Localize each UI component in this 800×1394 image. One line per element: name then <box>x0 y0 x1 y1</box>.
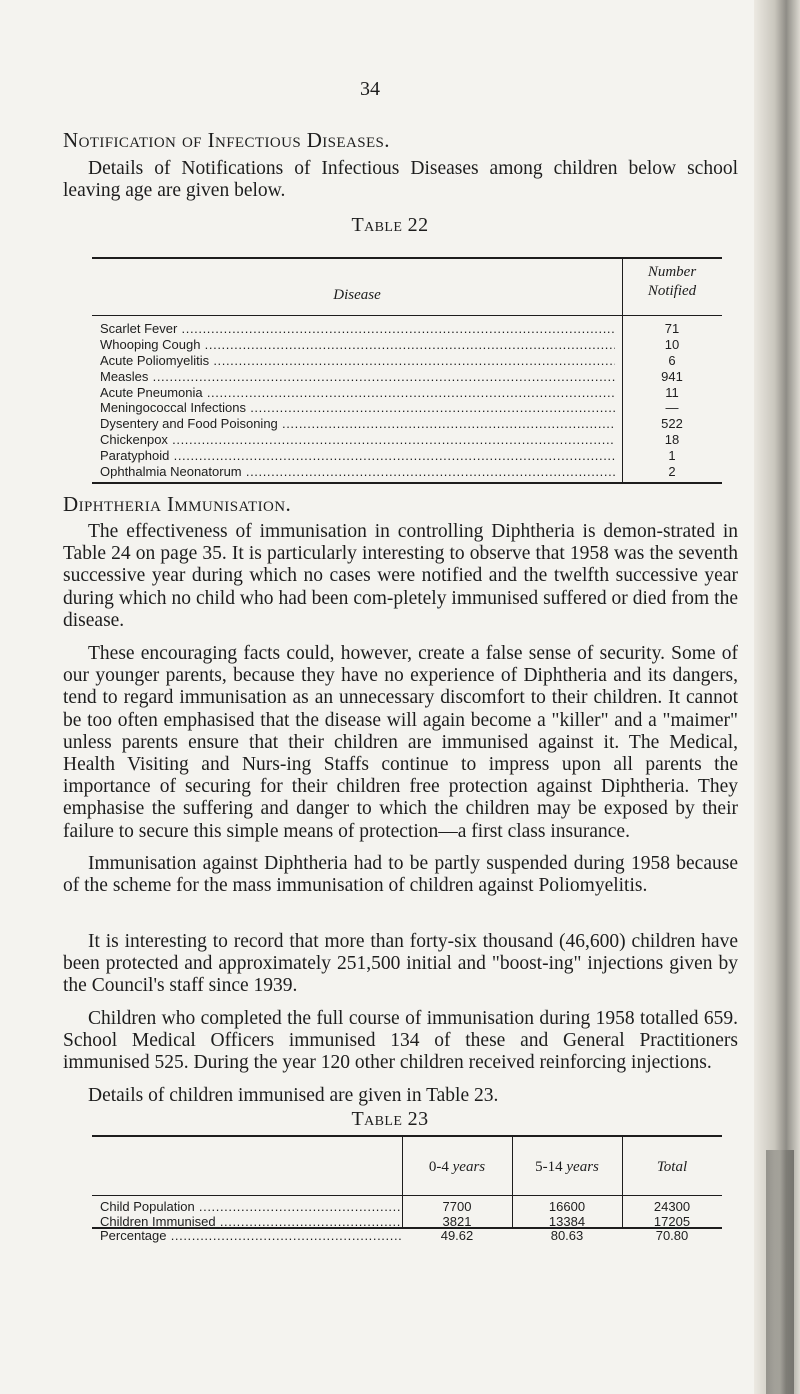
table-row <box>92 369 722 385</box>
row-label: Child Population ..... <box>100 1200 402 1215</box>
table23-header-rule <box>92 1195 722 1196</box>
page-binding-shadow <box>766 1150 794 1394</box>
table23-body <box>92 1200 722 1244</box>
notification-heading: Notification of Infectious Diseases. <box>63 128 390 152</box>
table-row <box>92 321 722 337</box>
disease-name: Ophthalmia Neonatorum ..... <box>100 464 615 480</box>
paragraph: Details of children immunised are given in Table 23. <box>88 1085 499 1106</box>
notified-count: 522 <box>661 416 683 432</box>
paragraph: These encouraging facts could, however, create a false sense of security. Some of our younger parents, because they have no experience of Diphtheria and its dangers, tend to regard immunisation as an unnecessary discomfort to their children. It cannot be too often emphasised that the disease will again become a "killer" and a "maimer" unless parents ensure that their children are immunised against it. The Medical, Health Visiting and Nurs-ing Staffs continue to impress upon all parents the importance of securing for their children free protection against Diphtheria. They emphasise the suffering and danger to which the children may be exposed by their failure to secure this simple means of protection—a first class insurance. <box>63 643 738 842</box>
notified-count: — <box>665 400 679 416</box>
cell-5-14: 80.63 <box>550 1228 584 1244</box>
row-label: Percentage ..... <box>100 1229 402 1244</box>
age-unit: years <box>452 1159 486 1175</box>
age-range: 5-14 <box>535 1159 563 1175</box>
table22-header-disease: Disease <box>333 287 381 303</box>
notified-count: 18 <box>664 432 680 448</box>
table-row <box>92 1229 722 1244</box>
cell-total: 17205 <box>653 1213 691 1229</box>
page-number: 34 <box>360 78 380 100</box>
table23-header-total <box>622 1159 722 1176</box>
notification-intro: Details of Notifications of Infectious Diseases among children below school leaving age are given below. <box>63 158 738 202</box>
paragraph: Immunisation against Diphtheria had to be partly suspended during 1958 because of the scheme for the mass immunisation of children against Poliomyelitis. <box>63 853 738 897</box>
notified-count: 1 <box>668 448 676 464</box>
paragraph: The effectiveness of immunisation in controlling Diphtheria is demon-strated in Table 24 on page 35. It is particularly interesting to observe that 1958 was the seventh successive year during which no cases were notified and the twelfth successive year during which no child who had been com-pletely immunised suffered or died from the disease. <box>63 521 738 631</box>
paragraph: Children who completed the full course of immunisation during 1958 totalled 659. School Medical Officers immunised 134 of these and General Practitioners immunised 525. During the year 120 other children received reinforcing injections. <box>63 1008 738 1074</box>
disease-name: Acute Pneumonia ..... <box>100 385 615 401</box>
diphtheria-heading: Diphtheria Immunisation. <box>63 492 292 516</box>
table-row <box>92 448 722 464</box>
notified-count: 6 <box>668 352 676 368</box>
disease-name: Meningococcal Infections ..... <box>100 400 615 416</box>
table-row <box>92 400 722 416</box>
table22-header-number: Number Notified <box>647 264 697 299</box>
paragraph: It is interesting to record that more than forty-six thousand (46,600) children have been protected and approximately 251,500 initial and "boost-ing" injections given by the Council's staff since 1939. <box>63 931 738 997</box>
cell-total: 24300 <box>653 1199 691 1214</box>
notified-count: 71 <box>664 321 680 336</box>
disease-name: Dysentery and Food Poisoning ..... <box>100 416 615 432</box>
notified-count: 941 <box>661 368 683 384</box>
table-row <box>92 464 722 480</box>
cell-0-4: 3821 <box>442 1213 472 1229</box>
notified-count: 11 <box>665 384 679 400</box>
cell-0-4: 7700 <box>442 1199 472 1214</box>
disease-name: Acute Poliomyelitis ..... <box>100 353 615 369</box>
age-range: 0-4 <box>428 1159 449 1175</box>
table22 <box>92 257 722 484</box>
cell-total: 70.80 <box>655 1228 689 1244</box>
table-row <box>92 337 722 353</box>
age-unit: years <box>566 1159 599 1175</box>
row-label: Children Immunised ..... <box>100 1215 402 1230</box>
table23-header-0-4 <box>402 1159 512 1176</box>
disease-name: Whooping Cough ..... <box>100 337 615 353</box>
cell-0-4: 49.62 <box>440 1228 474 1244</box>
table-row <box>92 1200 722 1215</box>
table22-header-rule <box>92 315 722 316</box>
table-row <box>92 385 722 401</box>
disease-name: Measles ..... <box>100 369 615 385</box>
disease-name: Scarlet Fever ..... <box>100 321 615 337</box>
table23-header-5-14 <box>512 1159 622 1176</box>
total-label: Total <box>656 1159 688 1175</box>
table22-title: Table 22 <box>351 214 429 236</box>
table-row <box>92 353 722 369</box>
table-row <box>92 1215 722 1230</box>
disease-name: Chickenpox ..... <box>100 432 615 448</box>
notified-count: 10 <box>664 336 680 352</box>
cell-5-14: 13384 <box>548 1213 586 1229</box>
disease-name: Paratyphoid ..... <box>100 448 615 464</box>
table22-body <box>92 321 722 480</box>
table-row <box>92 432 722 448</box>
table-row <box>92 416 722 432</box>
table23 <box>92 1135 722 1244</box>
cell-5-14: 16600 <box>548 1199 586 1214</box>
table23-title: Table 23 <box>351 1108 429 1130</box>
notified-count: 2 <box>668 464 676 480</box>
